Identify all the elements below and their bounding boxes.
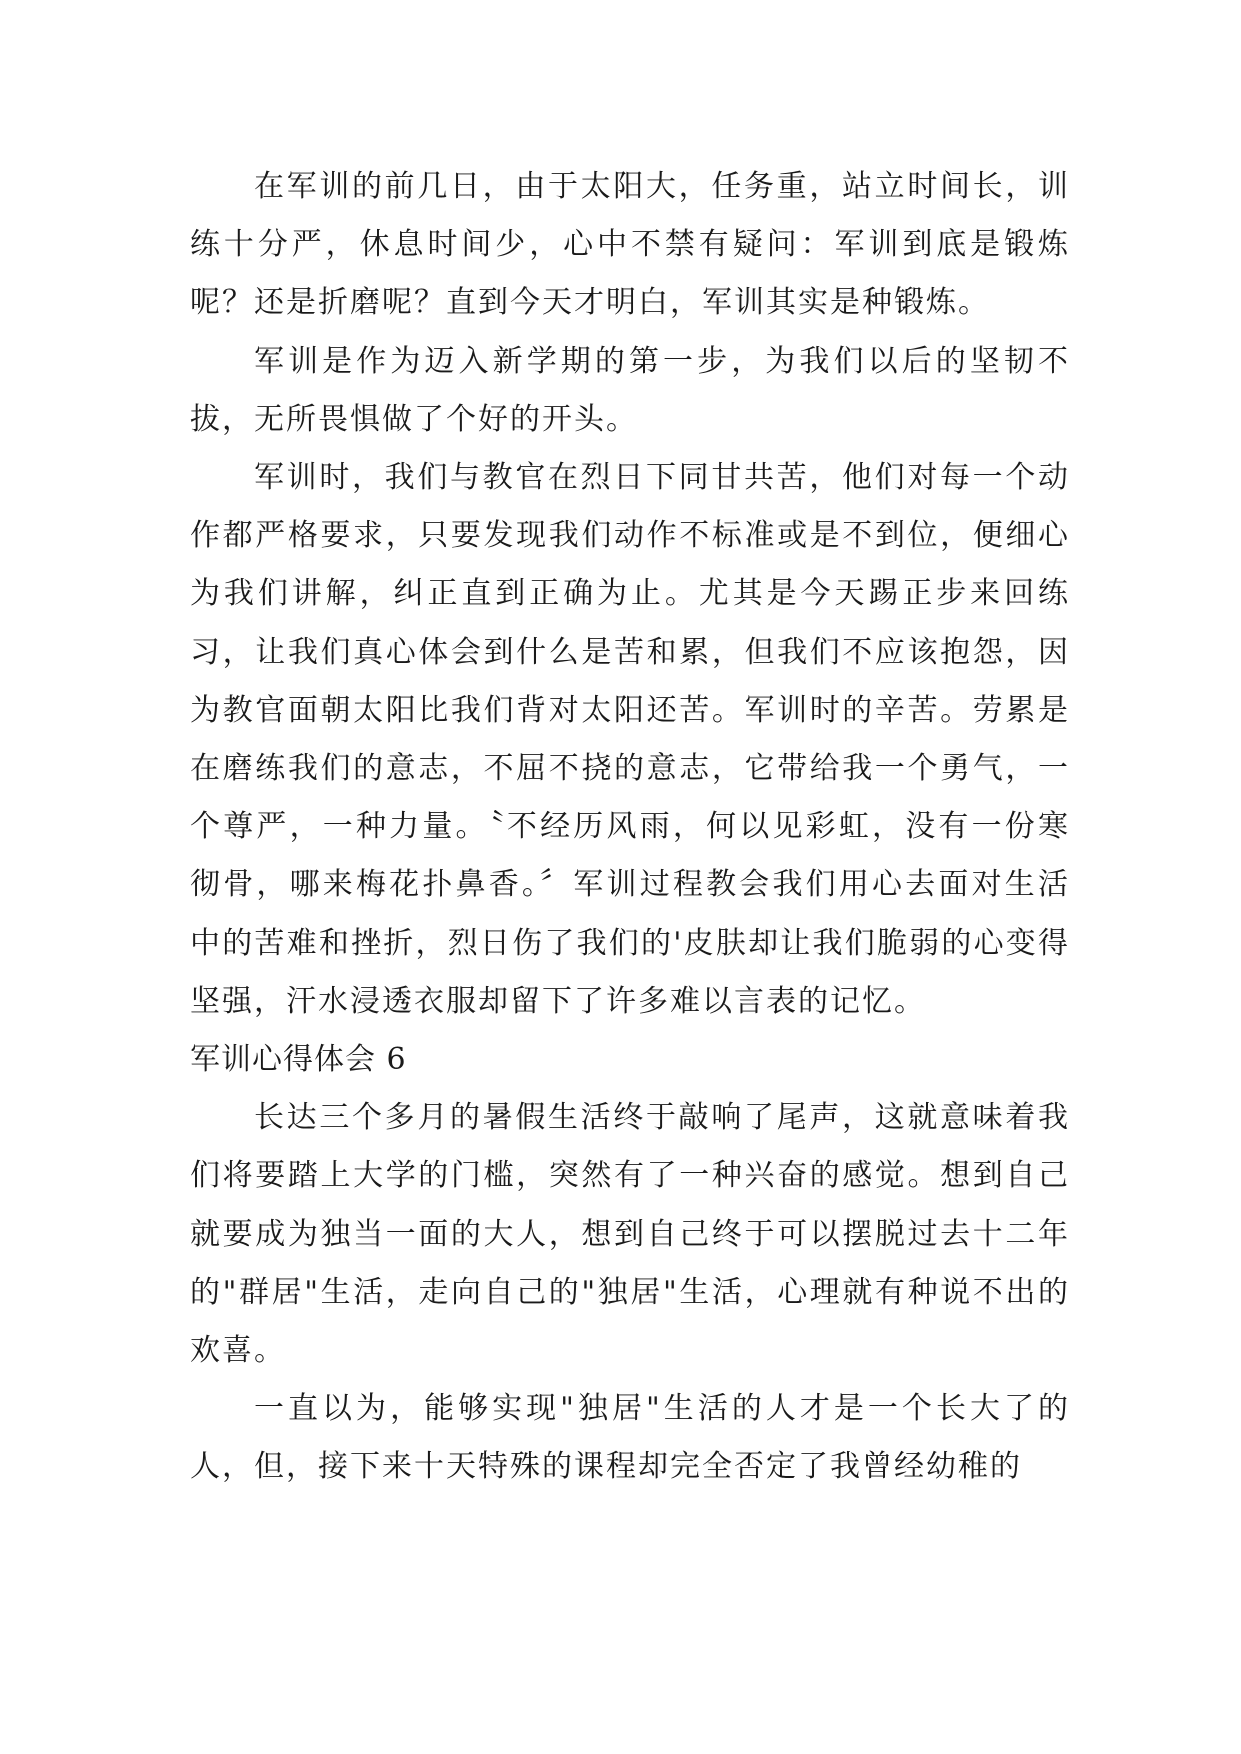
paragraph-5: 一直以为，能够实现"独居"生活的人才是一个长大了的人，但，接下来十天特殊的课程却完全否定了我曾经幼稚的 — [190, 1391, 1070, 1485]
paragraph-3: 军训时，我们与教官在烈日下同甘共苦，他们对每一个动作都严格要求，只要发现我们动作不标准或是不到位，便细心为我们讲解，纠正直到正确为止。尤其是今天踢正步来回练习，让我们真心体会到什么是苦和累，但我们不应该抱怨，因为教官面朝太阳比我们背对太阳还苦。军训时的辛苦。劳累是在磨练我们的意志，不屈不挠的意志，它带给我一个勇气，一个尊严，一种力量。〝不经历风雨，何以见彩虹，没有一份寒彻骨，哪来梅花扑鼻香。〞军训过程教会我们用心去面对生活中的苦难和挫折，烈日伤了我们的'皮肤却让我们脆弱的心变得坚强，汗水浸透衣服却留下了许多难以言表的记忆。 — [190, 460, 1070, 1019]
paragraph-1: 在军训的前几日，由于太阳大，任务重，站立时间长，训练十分严，休息时间少，心中不禁有疑问：军训到底是锻炼呢？还是折磨呢？直到今天才明白，军训其实是种锻炼。 — [190, 169, 1070, 321]
document-body — [190, 158, 1070, 1497]
section-heading: 军训心得体会 6 — [190, 1042, 407, 1078]
paragraph-4: 长达三个多月的暑假生活终于敲响了尾声，这就意味着我们将要踏上大学的门槛，突然有了一种兴奋的感觉。想到自己就要成为独当一面的大人，想到自己终于可以摆脱过去十二年的"群居"生活，走向自己的"独居"生活，心理就有种说不出的欢喜。 — [190, 1100, 1070, 1369]
paragraph-2: 军训是作为迈入新学期的第一步，为我们以后的坚韧不拔，无所畏惧做了个好的开头。 — [190, 343, 1070, 437]
